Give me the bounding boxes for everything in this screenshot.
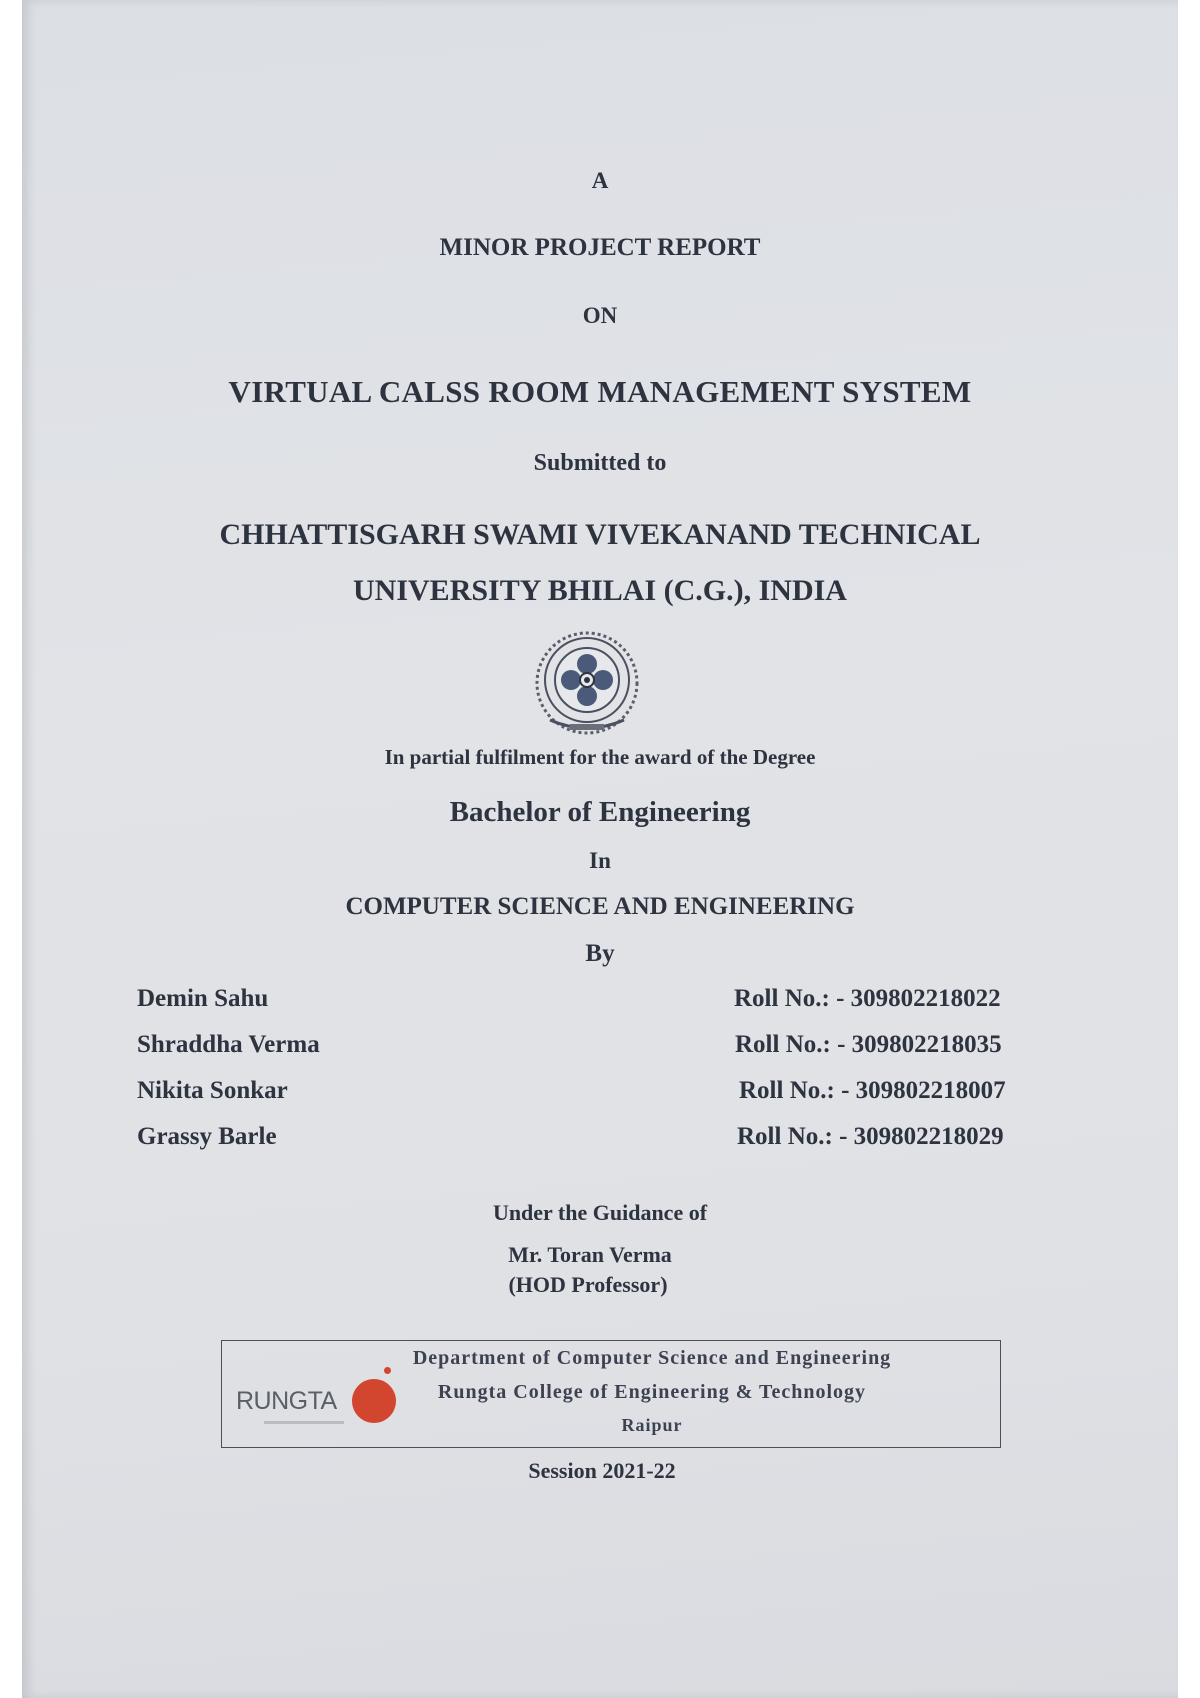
- student-roll-number: Roll No.: - 309802218035: [735, 1031, 1002, 1058]
- student-roll-number: Roll No.: - 309802218007: [739, 1077, 1006, 1104]
- university-seal-icon: [532, 628, 642, 738]
- student-name: Grassy Barle: [137, 1123, 277, 1150]
- student-roll-number: Roll No.: - 309802218029: [737, 1123, 1004, 1150]
- cover-article: A: [591, 168, 609, 193]
- report-type: MINOR PROJECT REPORT: [439, 234, 761, 261]
- college-city: Raipur: [621, 1415, 683, 1435]
- cover-on: ON: [582, 303, 618, 328]
- report-cover-page: [22, 0, 1178, 1698]
- guide-title: (HOD Professor): [508, 1272, 668, 1297]
- student-name: Demin Sahu: [137, 985, 269, 1012]
- student-roll-number: Roll No.: - 309802218022: [734, 985, 1001, 1012]
- rungta-logo: [236, 1377, 398, 1431]
- branch-name: COMPUTER SCIENCE AND ENGINEERING: [345, 893, 855, 920]
- college-name: Rungta College of Engineering & Technology: [437, 1381, 867, 1403]
- guidance-label: Under the Guidance of: [492, 1200, 708, 1225]
- cover-in: In: [589, 848, 611, 873]
- logo-tagline-icon: [264, 1421, 344, 1424]
- university-line-1: CHHATTISGARH SWAMI VIVEKANAND TECHNICAL: [219, 518, 981, 551]
- logo-dot-icon: [384, 1367, 391, 1374]
- guide-name: Mr. Toran Verma: [508, 1242, 672, 1267]
- fulfilment-statement: In partial fulfilment for the award of the Degree: [384, 745, 816, 769]
- university-line-2: UNIVERSITY BHILAI (C.G.), INDIA: [353, 574, 847, 607]
- logo-wordmark: RUNGTA: [236, 1387, 337, 1415]
- submitted-to: Submitted to: [533, 450, 667, 476]
- student-name: Shraddha Verma: [137, 1031, 320, 1058]
- cover-by: By: [585, 940, 615, 967]
- degree-name: Bachelor of Engineering: [449, 796, 751, 828]
- department-name: Department of Computer Science and Engineering: [412, 1347, 892, 1369]
- student-name: Nikita Sonkar: [137, 1077, 288, 1104]
- logo-mark-icon: [352, 1379, 396, 1423]
- department-box: [221, 1340, 1001, 1448]
- session: Session 2021-22: [528, 1458, 676, 1483]
- project-title: VIRTUAL CALSS ROOM MANAGEMENT SYSTEM: [228, 374, 972, 409]
